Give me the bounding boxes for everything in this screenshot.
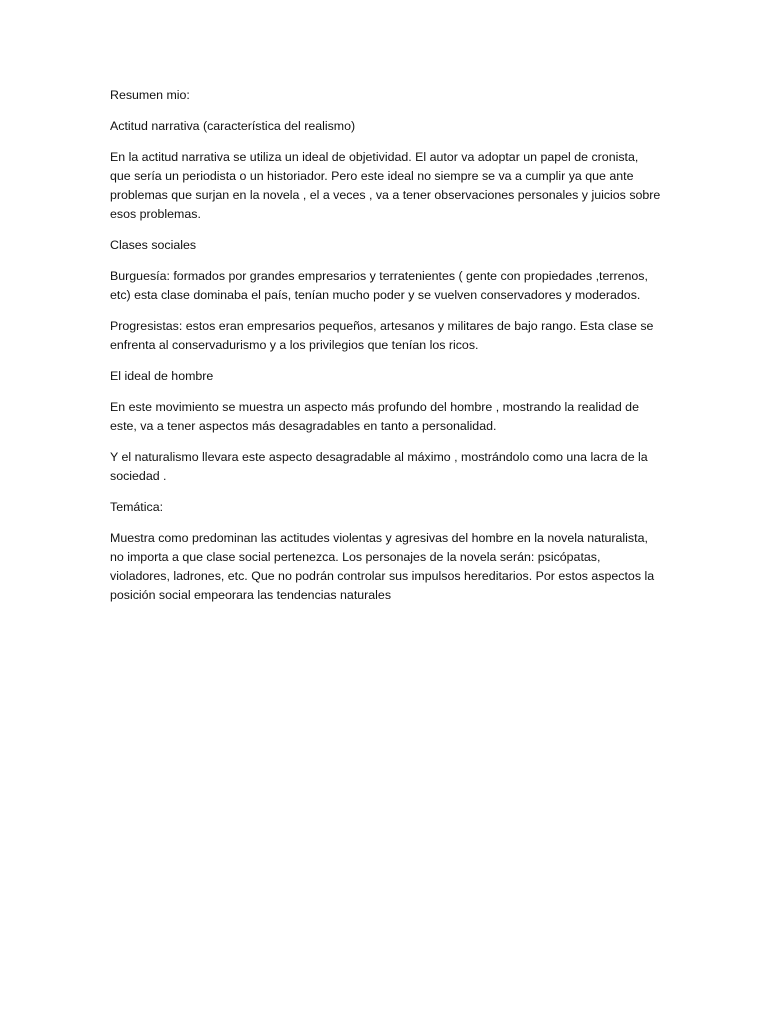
paragraph-title: Resumen mio: [110,88,190,102]
paragraph-ideal-hombre: En este movimiento se muestra un aspecto más profundo del hombre , mostrando la realidad de este, va a tener aspectos más desagradables en tanto a personalidad. [110,400,639,433]
paragraph-tematica: Muestra como predominan las actitudes violentas y agresivas del hombre en la novela naturalista, no importa a que clase social pertenezca. Los personajes de la novela serán: psicópatas, violadores, ladrones, etc. Que no podrán controlar sus impulsos hereditarios. Por estos aspectos la posición social empeorara las tendencias naturales [110,531,655,602]
paragraph-heading-clases-sociales: Clases sociales [110,238,197,252]
paragraph-heading-ideal-hombre: El ideal de hombre [110,369,214,383]
paragraph-burguesia: Burguesía: formados por grandes empresarios y terratenientes ( gente con propiedades ,terrenos, etc) esta clase dominaba el país, tenían mucho poder y se vuelven conservadores y moderados. [110,269,648,302]
paragraph-actitud-narrativa: En la actitud narrativa se utiliza un ideal de objetividad. El autor va adoptar un papel de cronista, que sería un periodista o un historiador. Pero este ideal no siempre se va a cumplir ya que ante problemas que surjan en la novela , el a veces , va a tener observaciones personales y juicios sobre esos problemas. [110,150,661,221]
paragraph-heading-actitud-narrativa: Actitud narrativa (característica del realismo) [110,119,356,133]
document-body [110,86,662,617]
paragraph-naturalismo: Y el naturalismo llevara este aspecto desagradable al máximo , mostrándolo como una lacra de la sociedad . [110,450,648,483]
paragraph-heading-tematica: Temática: [110,500,164,514]
paragraph-progresistas: Progresistas: estos eran empresarios pequeños, artesanos y militares de bajo rango. Esta clase se enfrenta al conservadurismo y a los privilegios que tenían los ricos. [110,319,654,352]
